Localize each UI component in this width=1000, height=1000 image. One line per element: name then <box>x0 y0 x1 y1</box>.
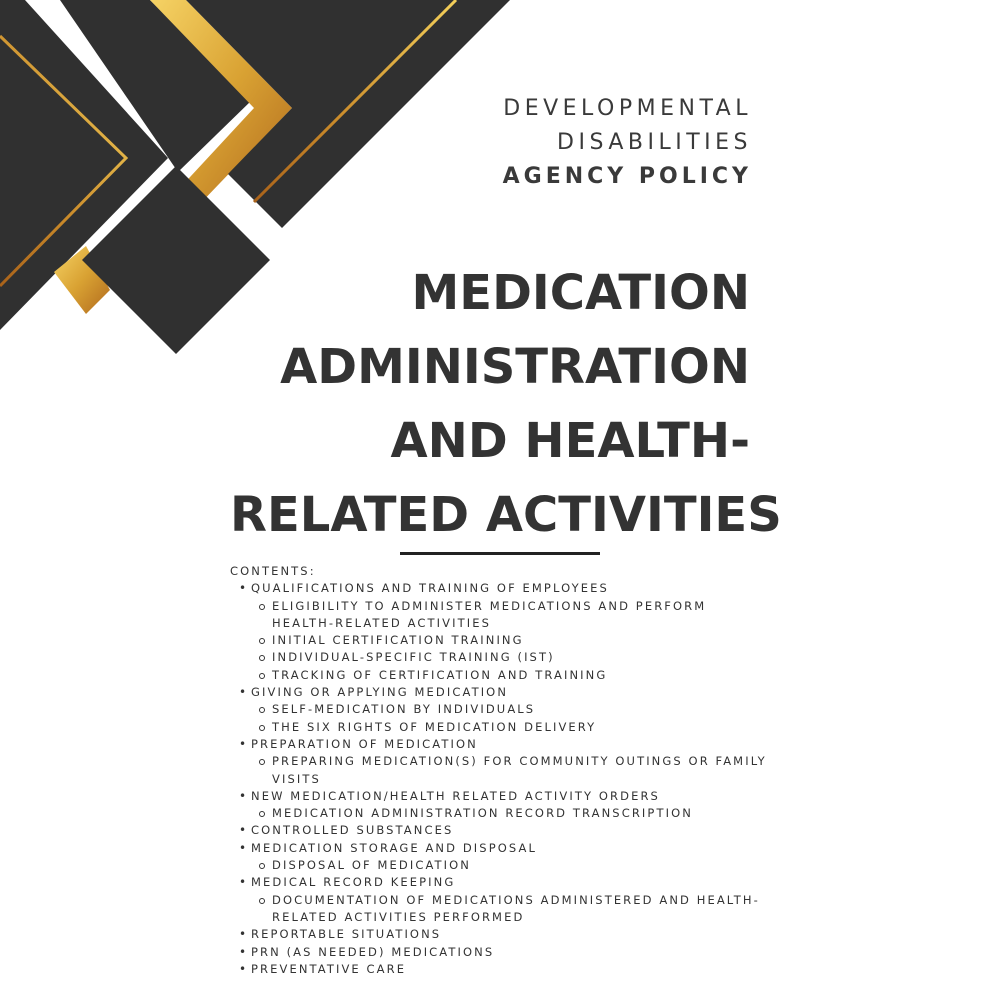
contents-subitem: DOCUMENTATION OF MEDICATIONS ADMINISTERED AND HEALTH-RELATED ACTIVITIES PERFORMED <box>230 892 770 927</box>
contents-subitem: TRACKING OF CERTIFICATION AND TRAINING <box>230 667 770 684</box>
header-line-disabilities: DISABILITIES <box>557 130 752 155</box>
contents-subitem: ELIGIBILITY TO ADMINISTER MEDICATIONS AND PERFORM HEALTH-RELATED ACTIVITIES <box>230 598 770 633</box>
header-line-developmental: DEVELOPMENTAL <box>503 96 752 121</box>
title-line-2: ADMINISTRATION <box>280 339 750 395</box>
contents-subitem: SELF-MEDICATION BY INDIVIDUALS <box>230 701 770 718</box>
contents-subitem: PREPARING MEDICATION(S) FOR COMMUNITY OUTINGS OR FAMILY VISITS <box>230 753 770 788</box>
contents-item: • MEDICATION STORAGE AND DISPOSAL <box>230 840 770 857</box>
contents-list <box>230 580 770 978</box>
header-line-agency-policy: AGENCY POLICY <box>502 164 752 189</box>
title-divider <box>400 552 600 555</box>
document-title <box>230 256 782 552</box>
contents-label: CONTENTS: <box>230 564 316 578</box>
contents-item: • REPORTABLE SITUATIONS <box>230 926 770 943</box>
contents-item: • GIVING OR APPLYING MEDICATION <box>230 684 770 701</box>
contents-item: • CONTROLLED SUBSTANCES <box>230 822 770 839</box>
contents-item: • QUALIFICATIONS AND TRAINING OF EMPLOYEES <box>230 580 770 597</box>
contents-subitem: INITIAL CERTIFICATION TRAINING <box>230 632 770 649</box>
agency-header <box>503 92 752 194</box>
contents-subitem: THE SIX RIGHTS OF MEDICATION DELIVERY <box>230 719 770 736</box>
title-line-1: MEDICATION <box>411 265 750 321</box>
title-line-4: RELATED ACTIVITIES <box>230 487 782 543</box>
table-of-contents <box>230 563 770 978</box>
contents-item: • PREPARATION OF MEDICATION <box>230 736 770 753</box>
title-line-3: AND HEALTH- <box>390 413 750 469</box>
contents-subitem: MEDICATION ADMINISTRATION RECORD TRANSCRIPTION <box>230 805 770 822</box>
contents-item: • PREVENTATIVE CARE <box>230 961 770 978</box>
contents-item: • MEDICAL RECORD KEEPING <box>230 874 770 891</box>
contents-subitem: DISPOSAL OF MEDICATION <box>230 857 770 874</box>
contents-item: • NEW MEDICATION/HEALTH RELATED ACTIVITY ORDERS <box>230 788 770 805</box>
contents-item: • PRN (AS NEEDED) MEDICATIONS <box>230 944 770 961</box>
contents-subitem: INDIVIDUAL-SPECIFIC TRAINING (IST) <box>230 649 770 666</box>
